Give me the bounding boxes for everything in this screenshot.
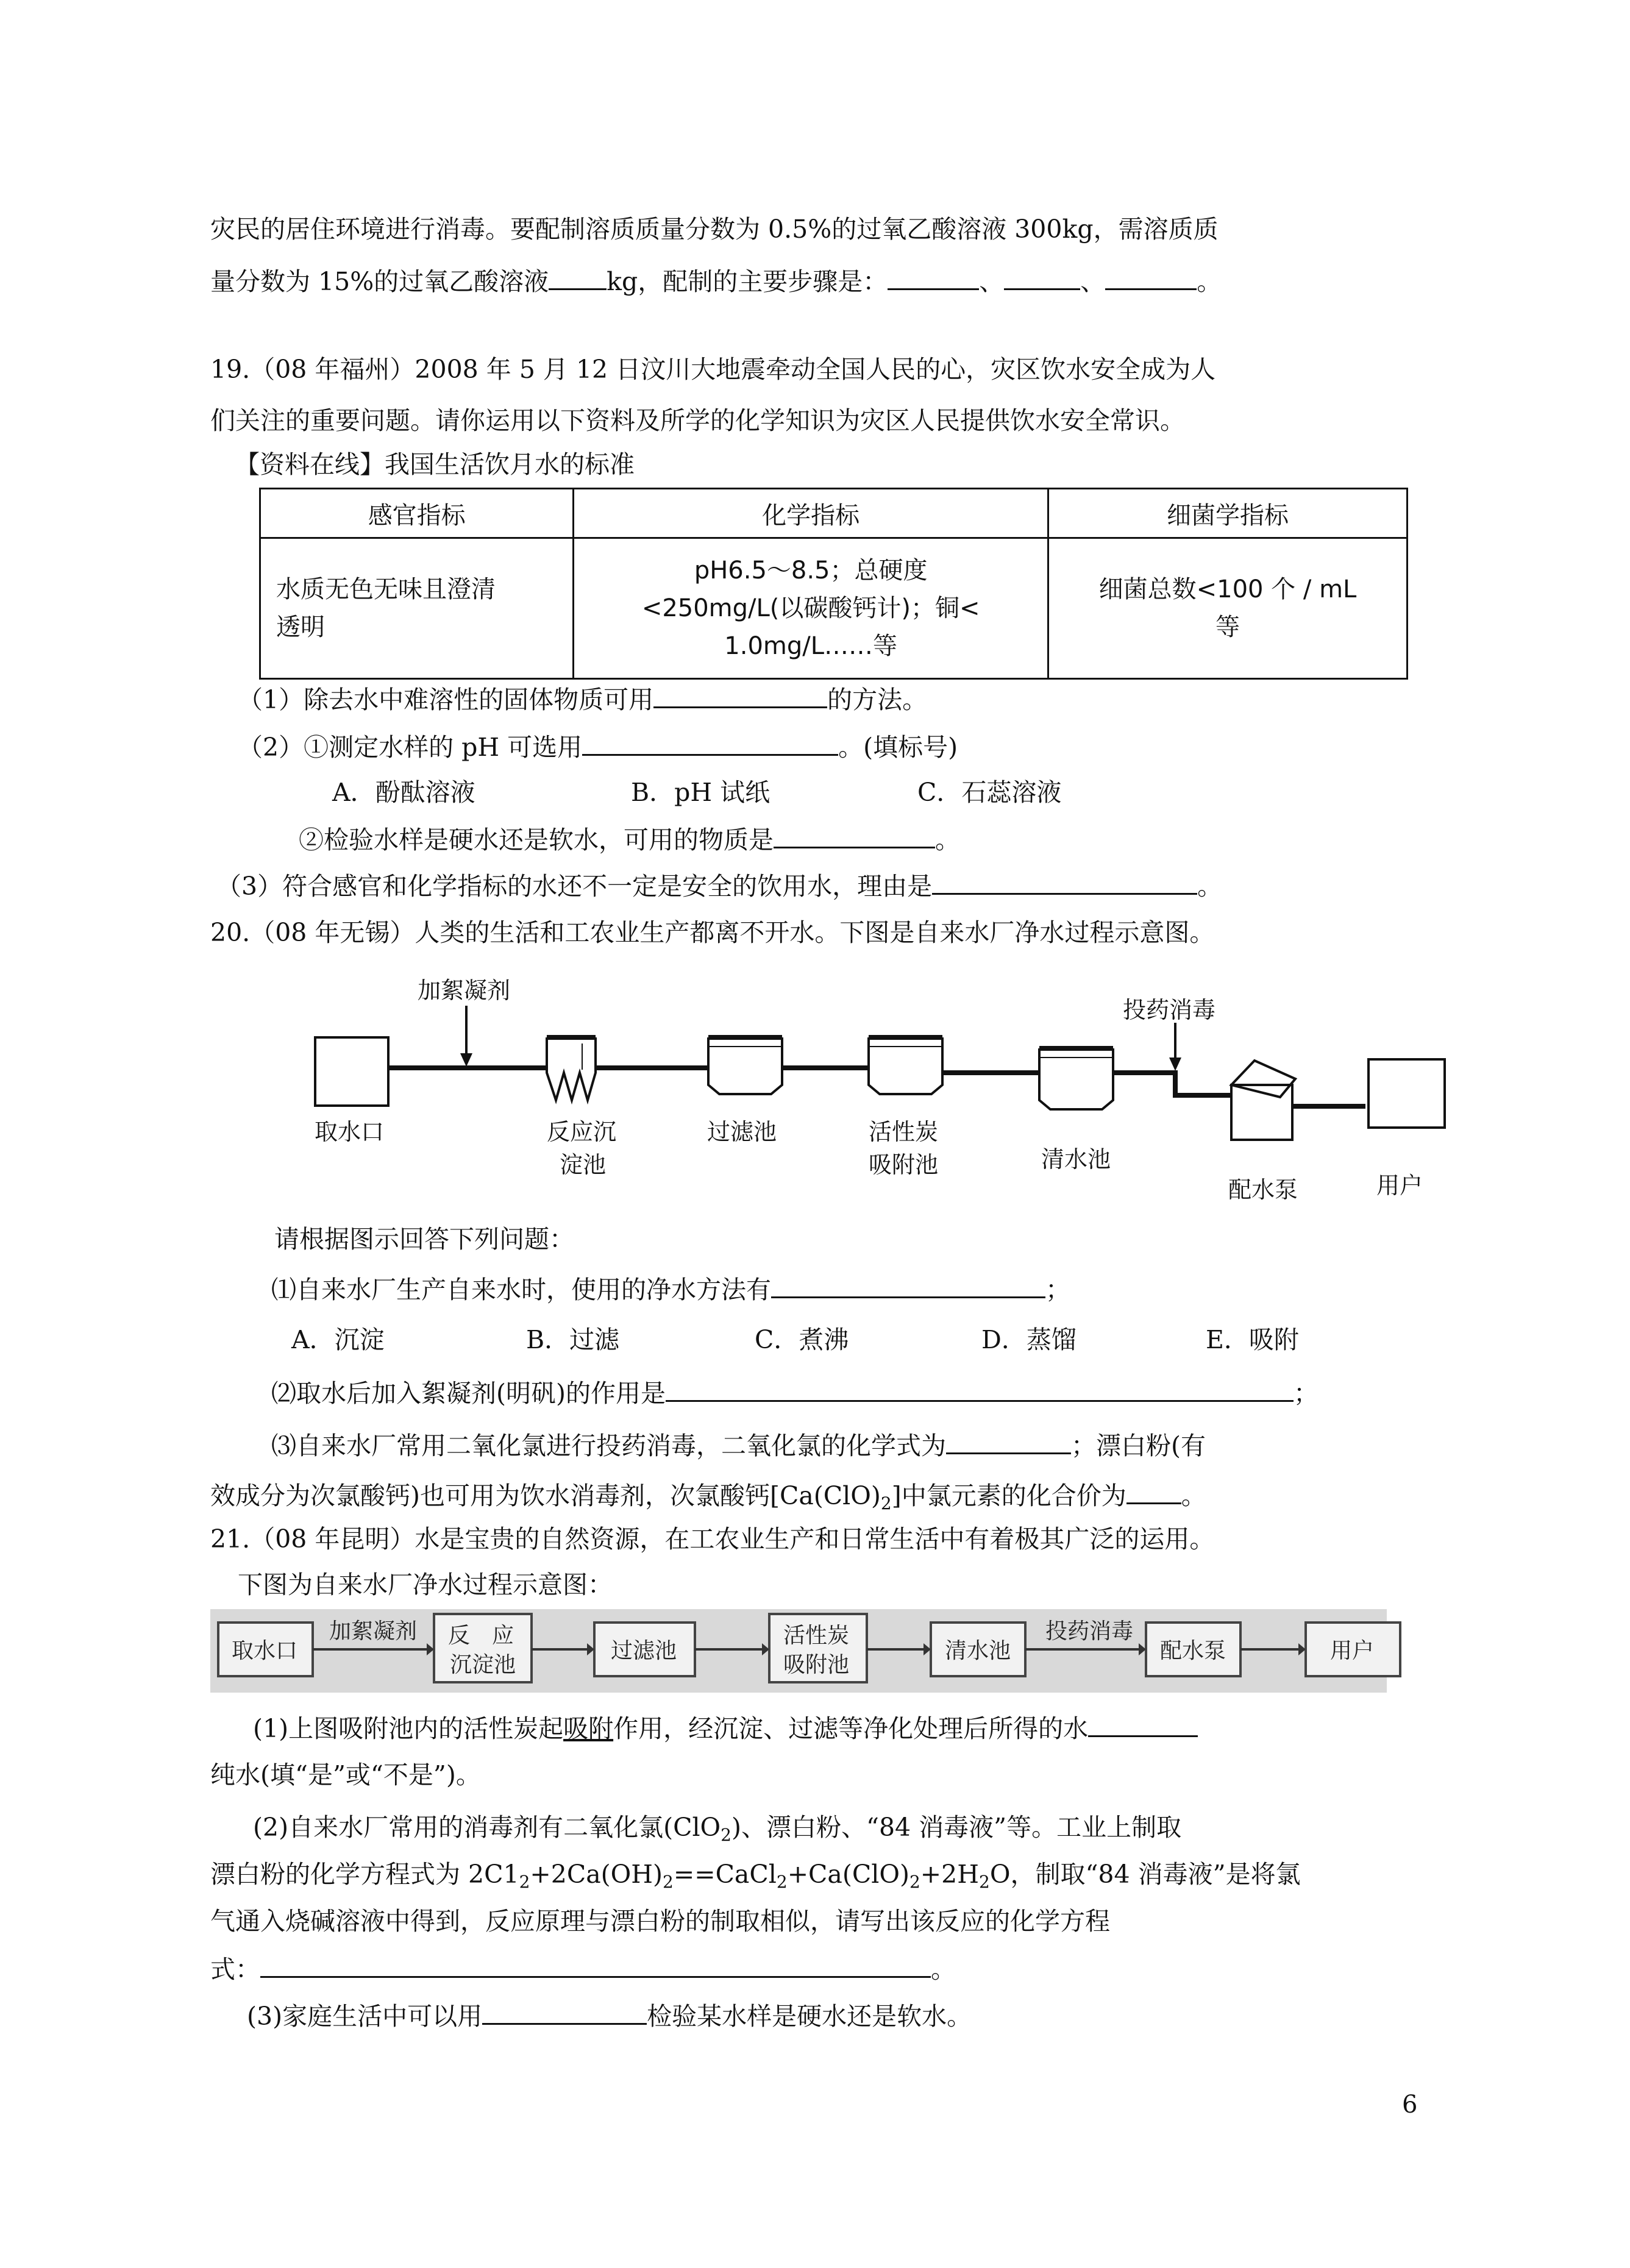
answer-blank[interactable] bbox=[774, 823, 935, 848]
answer-blank[interactable] bbox=[1105, 265, 1197, 290]
label-settle-2: 淀池 bbox=[560, 1151, 607, 1178]
option-c: C．煮沸 bbox=[755, 1325, 849, 1354]
q20-part-3: ⑶自来水厂常用二氧化氯进行投药消毒，二氧化氯的化学式为 ；漂白粉(有 bbox=[271, 1429, 1206, 1463]
flow-settle-2: 沉淀池 bbox=[450, 1652, 516, 1677]
option-b: B．pH 试纸 bbox=[631, 778, 771, 807]
flow-pump: 配水泵 bbox=[1160, 1638, 1226, 1663]
option-e: E．吸附 bbox=[1206, 1325, 1299, 1354]
flow-intake: 取水口 bbox=[232, 1638, 298, 1663]
intro-line-2: 量分数为 15%的过氧乙酸溶液 kg，配制的主要步骤是： 、 、 。 bbox=[210, 265, 1222, 299]
table-cell: 细菌总数<100 个 / mL 等 bbox=[1048, 538, 1407, 679]
q20-part-2: ⑵取水后加入絮凝剂(明矾)的作用是 ； bbox=[271, 1376, 1319, 1410]
option-a: A．酚酞溶液 bbox=[332, 778, 475, 807]
settling-tank bbox=[547, 1037, 596, 1100]
option-a: A．沉淀 bbox=[291, 1325, 385, 1354]
label-pump: 配水泵 bbox=[1228, 1176, 1298, 1203]
answer-blank[interactable] bbox=[1088, 1712, 1198, 1737]
answer-blank[interactable] bbox=[549, 265, 607, 290]
adsorb-word: 吸附 bbox=[563, 1714, 614, 1743]
answer-blank[interactable] bbox=[666, 1377, 1294, 1402]
q19-part-3: （3）符合感官和化学指标的水还不一定是安全的饮用水，理由是 。 bbox=[216, 869, 1222, 903]
q21-line-2: 下图为自来水厂净水过程示意图： bbox=[238, 1570, 613, 1599]
flow-user: 用户 bbox=[1330, 1638, 1375, 1663]
pump bbox=[1231, 1061, 1295, 1140]
resource-title: 【资料在线】我国生活饮月水的标准 bbox=[235, 450, 635, 479]
intro-line-1: 灾民的居住环境进行消毒。要配制溶质质量分数为 0.5%的过氧乙酸溶液 300kg，需溶质质 bbox=[210, 215, 1219, 244]
table-header: 感官指标 bbox=[260, 489, 574, 538]
clear-water-tank bbox=[1039, 1048, 1113, 1109]
label-clear: 清水池 bbox=[1041, 1146, 1111, 1173]
q19-part-2-2: ②检验水样是硬水还是软水，可用的物质是 。 bbox=[299, 823, 960, 857]
q21-line-1: 21.（08 年昆明）水是宝贵的自然资源，在工农业生产和日常生活中有着极其广泛的运用。 bbox=[210, 1524, 1215, 1554]
q20-line-1: 20.（08 年无锡）人类的生活和工农业生产都离不开水。下图是自来水厂净水过程示意图。 bbox=[210, 918, 1215, 947]
flow-diagram bbox=[0, 1609, 1630, 1701]
q20-part-1: ⑴自来水厂生产自来水时，使用的净水方法有 ； bbox=[271, 1273, 1070, 1307]
q19-options bbox=[332, 775, 1061, 809]
intake-box bbox=[315, 1037, 388, 1106]
q21-part-2: (2)自来水厂常用的消毒剂有二氧化氯(ClO$_2$)、漂白粉、“84 消毒液”等。工业上制取 bbox=[253, 1813, 1182, 1845]
q21-part-2-line-4: 式： 。 bbox=[210, 1952, 956, 1986]
q21-part-3: (3)家庭生活中可以用 检验某水样是硬水还是软水。 bbox=[247, 1999, 972, 2033]
q19-line-2: 们关注的重要问题。请你运用以下资料及所学的化学知识为灾区人民提供饮水安全常识。 bbox=[210, 406, 1185, 435]
answer-blank[interactable] bbox=[582, 731, 838, 756]
user-box bbox=[1368, 1059, 1445, 1128]
label-intake: 取水口 bbox=[315, 1118, 385, 1145]
answer-blank[interactable] bbox=[653, 683, 827, 708]
label-user: 用户 bbox=[1376, 1172, 1423, 1199]
q20-options bbox=[291, 1323, 1299, 1357]
q21-part-1: (1)上图吸附池内的活性炭起吸附作用，经沉淀、过滤等净化处理后所得的水 bbox=[253, 1712, 1198, 1746]
answer-blank[interactable] bbox=[1004, 265, 1080, 290]
option-c: C．石蕊溶液 bbox=[917, 778, 1062, 807]
flow-clear: 清水池 bbox=[945, 1638, 1011, 1663]
q20-part-3-cont: 效成分为次氯酸钙)也可用为饮水消毒剂，次氯酸钙$[Ca(ClO)_2]$中氯元素的化合价为 。 bbox=[210, 1479, 1206, 1521]
flow-carbon-1: 活性炭 bbox=[783, 1623, 850, 1648]
carbon-tank bbox=[869, 1037, 942, 1094]
q21-equation-line: 漂白粉的化学方程式为 $2C1_2+2Ca(OH)_2==CaCl_2+Ca(ClO)_2+2H_2O$，制取“84 消毒液”是将氯 bbox=[210, 1860, 1301, 1892]
flow-settle-1: 反 应 bbox=[448, 1623, 514, 1648]
flow-flocculant: 加絮凝剂 bbox=[329, 1619, 418, 1644]
table-cell: pH6.5～8.5；总硬度 <250mg/L(以碳酸钙计)；铜< 1.0mg/L……等 bbox=[574, 538, 1048, 679]
q19-part-2: （2）①测定水样的 pH 可选用 。(填标号) bbox=[238, 730, 958, 764]
label-carbon-1: 活性炭 bbox=[869, 1118, 939, 1145]
label-filter: 过滤池 bbox=[707, 1118, 777, 1145]
water-treatment-diagram bbox=[0, 969, 1630, 1225]
page-number: 6 bbox=[1402, 2091, 1418, 2119]
flow-carbon-2: 吸附池 bbox=[783, 1652, 850, 1677]
label-carbon-2: 吸附池 bbox=[869, 1151, 939, 1178]
answer-blank[interactable] bbox=[260, 1953, 931, 1978]
answer-blank[interactable] bbox=[932, 870, 1197, 895]
q20-prompt: 请根据图示回答下列问题： bbox=[274, 1225, 574, 1254]
q21-part-2-line-3: 气通入烧碱溶液中得到，反应原理与漂白粉的制取相似，请写出该反应的化学方程 bbox=[210, 1907, 1110, 1936]
label-disinfect: 投药消毒 bbox=[1123, 997, 1216, 1023]
flow-disinfect: 投药消毒 bbox=[1045, 1619, 1134, 1644]
table-header: 化学指标 bbox=[574, 489, 1048, 538]
label-settle-1: 反应沉 bbox=[547, 1118, 617, 1145]
q19-part-1: （1）除去水中难溶性的固体物质可用 的方法。 bbox=[238, 683, 927, 717]
q21-part-1-cont: 纯水(填“是”或“不是”)。 bbox=[210, 1760, 481, 1790]
option-d: D．蒸馏 bbox=[981, 1325, 1077, 1354]
flow-filter: 过滤池 bbox=[611, 1638, 677, 1663]
q19-line-1: 19.（08 年福州）2008 年 5 月 12 日汶川大地震牵动全国人民的心，灾区饮水安全成为人 bbox=[210, 355, 1216, 384]
water-standard-table bbox=[259, 488, 1408, 680]
answer-blank[interactable] bbox=[888, 265, 979, 290]
option-b: B．过滤 bbox=[526, 1325, 620, 1354]
answer-blank[interactable] bbox=[771, 1273, 1045, 1298]
filter-tank bbox=[708, 1037, 782, 1094]
answer-blank[interactable] bbox=[946, 1429, 1071, 1454]
answer-blank[interactable] bbox=[482, 2000, 647, 2025]
answer-blank[interactable] bbox=[1126, 1479, 1181, 1504]
table-cell: 水质无色无味且澄清 透明 bbox=[260, 538, 574, 679]
label-flocculant: 加絮凝剂 bbox=[418, 977, 511, 1004]
table-header: 细菌学指标 bbox=[1048, 489, 1407, 538]
